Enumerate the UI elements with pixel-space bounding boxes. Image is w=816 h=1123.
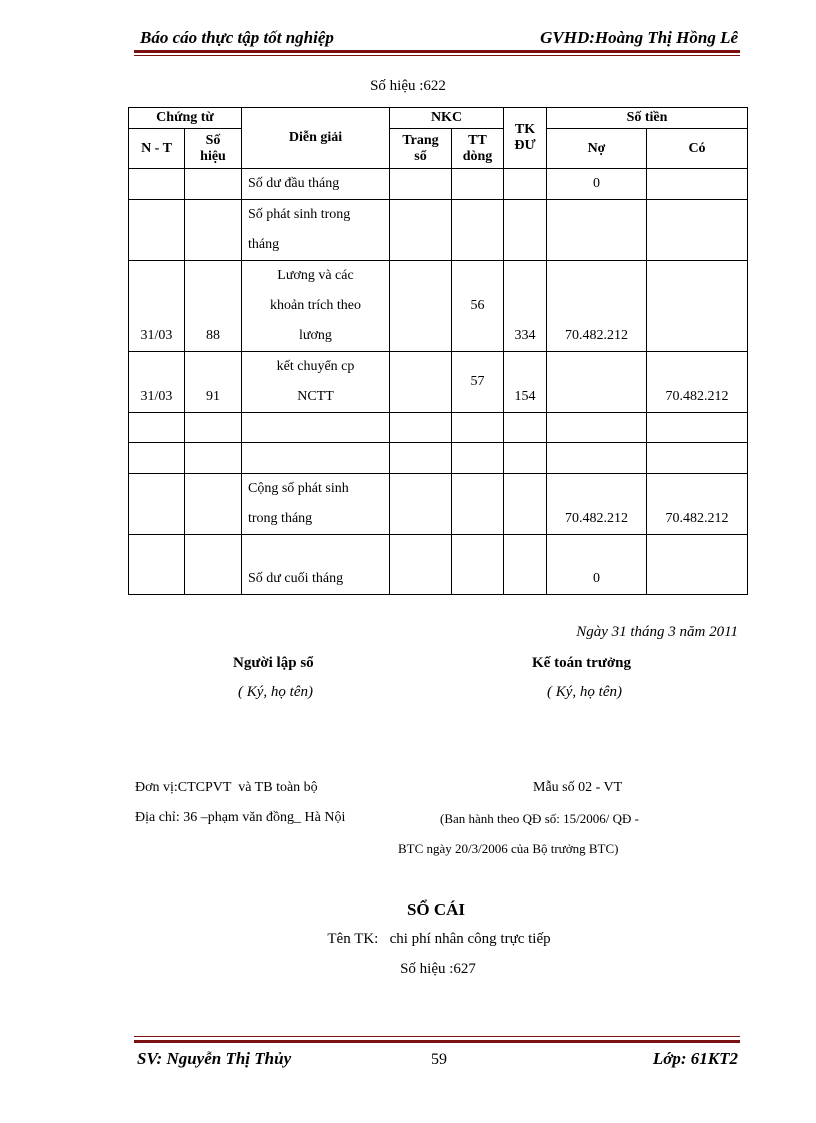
- header-chung-tu: Chứng từ: [129, 108, 242, 129]
- header-rule-thin: [134, 55, 740, 56]
- header-trang-so: Trang sổ: [390, 129, 452, 169]
- company-unit: Đơn vị:CTCPVT và TB toàn bộ: [135, 780, 318, 795]
- row-desc: kết chuyển cp NCTT: [242, 352, 390, 413]
- row-desc: Số phát sinh trong tháng: [242, 200, 390, 261]
- chief-accountant-title: Kế toán trưởng: [532, 655, 631, 671]
- header-so-hieu: Số hiệu: [185, 129, 242, 169]
- page-number: 59: [431, 1051, 447, 1068]
- header-supervisor: GVHD:Hoàng Thị Hồng Lê: [540, 28, 738, 47]
- table-row: [129, 535, 748, 595]
- header-tt-dong: TT dòng: [452, 129, 504, 169]
- table-row: [129, 413, 748, 443]
- header-dien-giai: Diễn giải: [242, 108, 390, 169]
- row-line-no: 56: [452, 261, 504, 352]
- header-report-title: Báo cáo thực tập tốt nghiệp: [140, 28, 334, 47]
- row-credit: 70.482.212: [647, 352, 748, 413]
- table-header-row: [129, 108, 748, 129]
- ledger-table: [128, 107, 748, 595]
- header-so-tien: Số tiền: [547, 108, 748, 129]
- table-row: [129, 200, 748, 261]
- decree-line-2: BTC ngày 20/3/2006 của Bộ trưởng BTC): [398, 841, 619, 856]
- account-number-bottom: Số hiệu :627: [400, 961, 476, 977]
- row-debit: 0: [547, 169, 647, 200]
- row-debit: 70.482.212: [547, 474, 647, 535]
- form-number: Mẫu số 02 - VT: [533, 780, 623, 795]
- preparer-note: ( Ký, họ tên): [238, 684, 313, 700]
- footer-student: SV: Nguyễn Thị Thủy: [137, 1049, 292, 1068]
- row-voucher: 88: [185, 261, 242, 352]
- table-row: [129, 443, 748, 474]
- row-date: 31/03: [129, 352, 185, 413]
- table-row: [129, 169, 748, 200]
- row-line-no: 57: [452, 352, 504, 413]
- header-no: Nợ: [547, 129, 647, 169]
- table-row: [129, 474, 748, 535]
- row-account: 154: [504, 352, 547, 413]
- footer-rule-thick: [134, 1040, 740, 1043]
- row-date: 31/03: [129, 261, 185, 352]
- row-desc: Số dư cuối tháng: [242, 535, 390, 595]
- row-debit: 0: [547, 535, 647, 595]
- decree-line-1: (Ban hành theo QĐ số: 15/2006/ QĐ -: [440, 811, 639, 826]
- ledger-title: SỔ CÁI: [406, 900, 466, 919]
- header-nt: N - T: [129, 129, 185, 169]
- account-number-top: Số hiệu :622: [370, 78, 446, 94]
- header-co: Có: [647, 129, 748, 169]
- row-account: 334: [504, 261, 547, 352]
- table-subheader-row: [129, 129, 748, 169]
- header-tk-du: TK ĐƯ: [504, 108, 547, 169]
- row-desc: Lương và các khoản trích theo lương: [242, 261, 390, 352]
- footer-rule-thin: [134, 1036, 740, 1037]
- date-line: Ngày 31 tháng 3 năm 2011: [576, 624, 738, 640]
- row-voucher: 91: [185, 352, 242, 413]
- account-name: Tên TK: chi phí nhân công trực tiếp: [327, 931, 551, 947]
- row-desc: Cộng số phát sinh trong tháng: [242, 474, 390, 535]
- row-desc: Số dư đầu tháng: [242, 169, 390, 200]
- table-row: [129, 352, 748, 413]
- row-credit: 70.482.212: [647, 474, 748, 535]
- preparer-title: Người lập sổ: [233, 655, 314, 671]
- chief-accountant-note: ( Ký, họ tên): [547, 684, 622, 700]
- header-nkc: NKC: [390, 108, 504, 129]
- footer-class: Lớp: 61KT2: [652, 1049, 738, 1068]
- company-address: Địa chỉ: 36 –phạm văn đồng_ Hà Nội: [135, 810, 346, 825]
- table-row: [129, 261, 748, 352]
- row-debit: 70.482.212: [547, 261, 647, 352]
- header-rule-thick: [134, 50, 740, 53]
